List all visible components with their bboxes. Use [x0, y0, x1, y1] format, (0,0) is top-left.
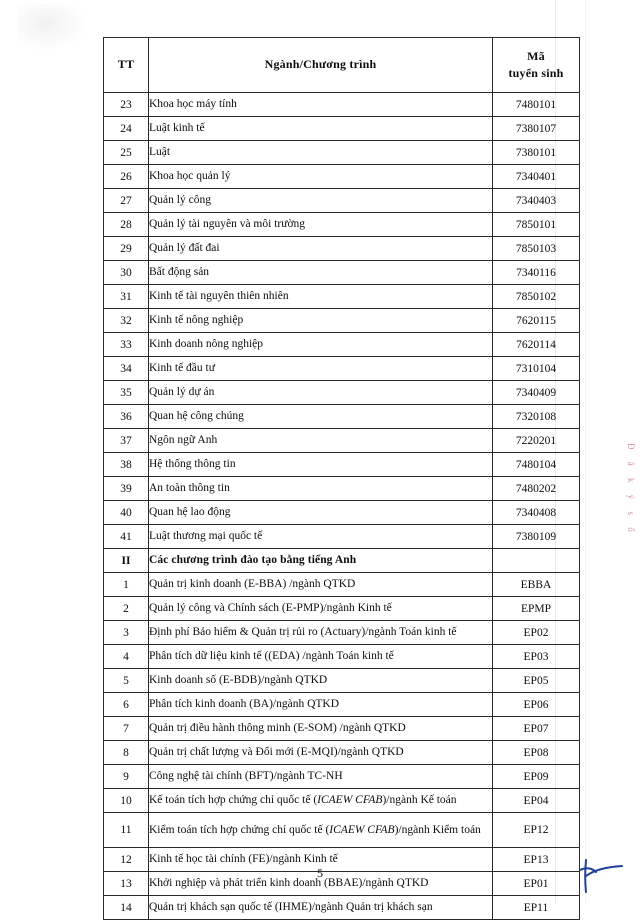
cell-order-number: 13	[104, 872, 149, 896]
table-row	[104, 621, 580, 645]
table-row	[104, 309, 580, 333]
cell-order-number: 1	[104, 573, 149, 597]
table-row	[104, 189, 580, 213]
cell-program-name: Quản trị khách sạn quốc tế (IHME)/ngành Quản trị khách sạn	[149, 896, 493, 920]
cell-program-name: Kinh tế học tài chính (FE)/ngành Kinh tế	[149, 848, 493, 872]
cell-program-name: Ngôn ngữ Anh	[149, 429, 493, 453]
cell-order-number: 35	[104, 381, 149, 405]
cell-admission-code: 7480101	[493, 93, 580, 117]
cell-admission-code: 7380109	[493, 525, 580, 549]
cell-order-number: 37	[104, 429, 149, 453]
table-row	[104, 429, 580, 453]
table-row	[104, 669, 580, 693]
table-row	[104, 501, 580, 525]
table-body	[104, 93, 580, 920]
table-row	[104, 645, 580, 669]
cell-admission-code: 7850102	[493, 285, 580, 309]
cell-program-name: Quản trị chất lượng và Đổi mới (E-MQI)/ngành QTKD	[149, 741, 493, 765]
cell-program-name: Kế toán tích hợp chứng chỉ quốc tế (ICAEW CFAB)/ngành Kế toán	[149, 789, 493, 813]
cell-order-number: 5	[104, 669, 149, 693]
cell-admission-code: EP06	[493, 693, 580, 717]
table-row	[104, 333, 580, 357]
cell-program-name: Quản lý dự án	[149, 381, 493, 405]
cell-admission-code: EPMP	[493, 597, 580, 621]
table-row	[104, 141, 580, 165]
ink-signature	[576, 856, 626, 896]
table-row	[104, 213, 580, 237]
column-header-code-line2: tuyển sinh	[508, 66, 564, 80]
cell-order-number: 12	[104, 848, 149, 872]
table-row	[104, 261, 580, 285]
cell-order-number: 29	[104, 237, 149, 261]
cell-program-name: Quan hệ lao động	[149, 501, 493, 525]
table-row	[104, 93, 580, 117]
table-row	[104, 741, 580, 765]
cell-order-number: 26	[104, 165, 149, 189]
table-row	[104, 477, 580, 501]
cell-order-number: 25	[104, 141, 149, 165]
cell-order-number: 24	[104, 117, 149, 141]
table-row	[104, 285, 580, 309]
cell-admission-code: 7320108	[493, 405, 580, 429]
cell-program-name: Quản lý công	[149, 189, 493, 213]
cell-order-number: 14	[104, 896, 149, 920]
table-row	[104, 813, 580, 848]
table-row	[104, 453, 580, 477]
cell-program-name: Quản trị điều hành thông minh (E-SOM) /ngành QTKD	[149, 717, 493, 741]
cell-program-name: Bất động sản	[149, 261, 493, 285]
cell-program-name: Hệ thống thông tin	[149, 453, 493, 477]
cell-order-number: 38	[104, 453, 149, 477]
cell-program-name: Quản lý tài nguyên và môi trường	[149, 213, 493, 237]
table-row	[104, 789, 580, 813]
column-header-tt: TT	[104, 38, 149, 93]
cell-order-number: 27	[104, 189, 149, 213]
cell-admission-code: 7620115	[493, 309, 580, 333]
cell-order-number: 23	[104, 93, 149, 117]
table-row	[104, 117, 580, 141]
column-header-code-line1: Mã	[527, 48, 545, 63]
table-row	[104, 693, 580, 717]
cell-admission-code: 7620114	[493, 333, 580, 357]
admission-programs-table	[103, 37, 580, 920]
cell-program-name: Phân tích kinh doanh (BA)/ngành QTKD	[149, 693, 493, 717]
cell-admission-code	[493, 549, 580, 573]
table-header-row	[104, 38, 580, 93]
cell-order-number: 4	[104, 645, 149, 669]
cell-order-number: 8	[104, 741, 149, 765]
cell-order-number: 30	[104, 261, 149, 285]
cell-order-number: 28	[104, 213, 149, 237]
scan-seam-line-secondary	[585, 0, 586, 904]
cell-program-name: Khoa học máy tính	[149, 93, 493, 117]
table-row	[104, 165, 580, 189]
cell-program-name: Kinh tế tài nguyên thiên nhiên	[149, 285, 493, 309]
column-header-program: Ngành/Chương trình	[149, 38, 493, 93]
table-row	[104, 405, 580, 429]
cell-order-number: 7	[104, 717, 149, 741]
cell-program-name: Kinh tế đầu tư	[149, 357, 493, 381]
cell-admission-code: EP13	[493, 848, 580, 872]
cell-program-name: Quản trị kinh doanh (E-BBA) /ngành QTKD	[149, 573, 493, 597]
table-section-row	[104, 549, 580, 573]
cell-admission-code: 7340401	[493, 165, 580, 189]
cell-order-number: 6	[104, 693, 149, 717]
cell-admission-code: 7310104	[493, 357, 580, 381]
cell-order-number: 3	[104, 621, 149, 645]
cell-admission-code: 7380101	[493, 141, 580, 165]
cell-order-number: 40	[104, 501, 149, 525]
cell-admission-code: EBBA	[493, 573, 580, 597]
column-header-code	[493, 38, 580, 93]
cell-order-number: 32	[104, 309, 149, 333]
cell-program-name: Kinh doanh số (E-BDB)/ngành QTKD	[149, 669, 493, 693]
cell-admission-code: 7340408	[493, 501, 580, 525]
cell-admission-code: 7380107	[493, 117, 580, 141]
program-name-emphasis: ICAEW CFAB	[317, 794, 383, 807]
table-row	[104, 597, 580, 621]
cell-program-name: Khoa học quản lý	[149, 165, 493, 189]
table-row	[104, 573, 580, 597]
cell-admission-code: 7480104	[493, 453, 580, 477]
cell-admission-code: 7220201	[493, 429, 580, 453]
cell-program-name: Kinh doanh nông nghiệp	[149, 333, 493, 357]
cell-admission-code: EP05	[493, 669, 580, 693]
cell-admission-code: 7340116	[493, 261, 580, 285]
cell-order-number: II	[104, 549, 149, 573]
cell-program-name: Công nghệ tài chính (BFT)/ngành TC-NH	[149, 765, 493, 789]
cell-program-name: Các chương trình đào tạo bằng tiếng Anh	[149, 549, 493, 573]
cell-program-name: Định phí Bảo hiểm & Quản trị rủi ro (Actuary)/ngành Toán kinh tế	[149, 621, 493, 645]
cell-admission-code: 7850103	[493, 237, 580, 261]
cell-admission-code: EP03	[493, 645, 580, 669]
cell-admission-code: 7340403	[493, 189, 580, 213]
cell-order-number: 11	[104, 813, 149, 848]
cell-program-name: Luật thương mại quốc tế	[149, 525, 493, 549]
cell-admission-code: EP02	[493, 621, 580, 645]
cell-order-number: 10	[104, 789, 149, 813]
cell-admission-code: EP09	[493, 765, 580, 789]
cell-order-number: 36	[104, 405, 149, 429]
cell-program-name: Quản lý đất đai	[149, 237, 493, 261]
cell-admission-code: EP04	[493, 789, 580, 813]
cell-admission-code: 7850101	[493, 213, 580, 237]
table-row	[104, 896, 580, 920]
cell-admission-code: EP11	[493, 896, 580, 920]
scan-artifact	[18, 4, 88, 52]
cell-admission-code: 7340409	[493, 381, 580, 405]
cell-admission-code: EP12	[493, 813, 580, 848]
cell-program-name: Kinh tế nông nghiệp	[149, 309, 493, 333]
cell-order-number: 41	[104, 525, 149, 549]
cell-order-number: 9	[104, 765, 149, 789]
page-number: 5	[317, 866, 323, 880]
cell-program-name: Luật	[149, 141, 493, 165]
cell-order-number: 2	[104, 597, 149, 621]
cell-program-name: Phân tích dữ liệu kinh tế ((EDA) /ngành Toán kinh tế	[149, 645, 493, 669]
cell-program-name: Kiểm toán tích hợp chứng chỉ quốc tế (ICAEW CFAB)/ngành Kiểm toán	[149, 813, 493, 848]
cell-program-name: Khởi nghiệp và phát triển kinh doanh (BBAE)/ngành QTKD	[149, 872, 493, 896]
margin-stamp-text: Đ ã k ý s ố	[626, 443, 636, 537]
cell-admission-code: EP07	[493, 717, 580, 741]
cell-program-name: Quản lý công và Chính sách (E-PMP)/ngành Kinh tế	[149, 597, 493, 621]
cell-order-number: 33	[104, 333, 149, 357]
cell-admission-code: EP08	[493, 741, 580, 765]
cell-program-name: Luật kinh tế	[149, 117, 493, 141]
table-row	[104, 357, 580, 381]
table-row	[104, 381, 580, 405]
margin-stamp-fragment	[622, 443, 640, 595]
table-row	[104, 765, 580, 789]
cell-order-number: 31	[104, 285, 149, 309]
program-name-emphasis: ICAEW CFAB	[329, 823, 395, 836]
cell-order-number: 39	[104, 477, 149, 501]
cell-admission-code: 7480202	[493, 477, 580, 501]
cell-admission-code: EP01	[493, 872, 580, 896]
cell-program-name: An toàn thông tin	[149, 477, 493, 501]
cell-order-number: 34	[104, 357, 149, 381]
table-row	[104, 525, 580, 549]
table-row	[104, 237, 580, 261]
table-row	[104, 717, 580, 741]
cell-program-name: Quan hệ công chúng	[149, 405, 493, 429]
